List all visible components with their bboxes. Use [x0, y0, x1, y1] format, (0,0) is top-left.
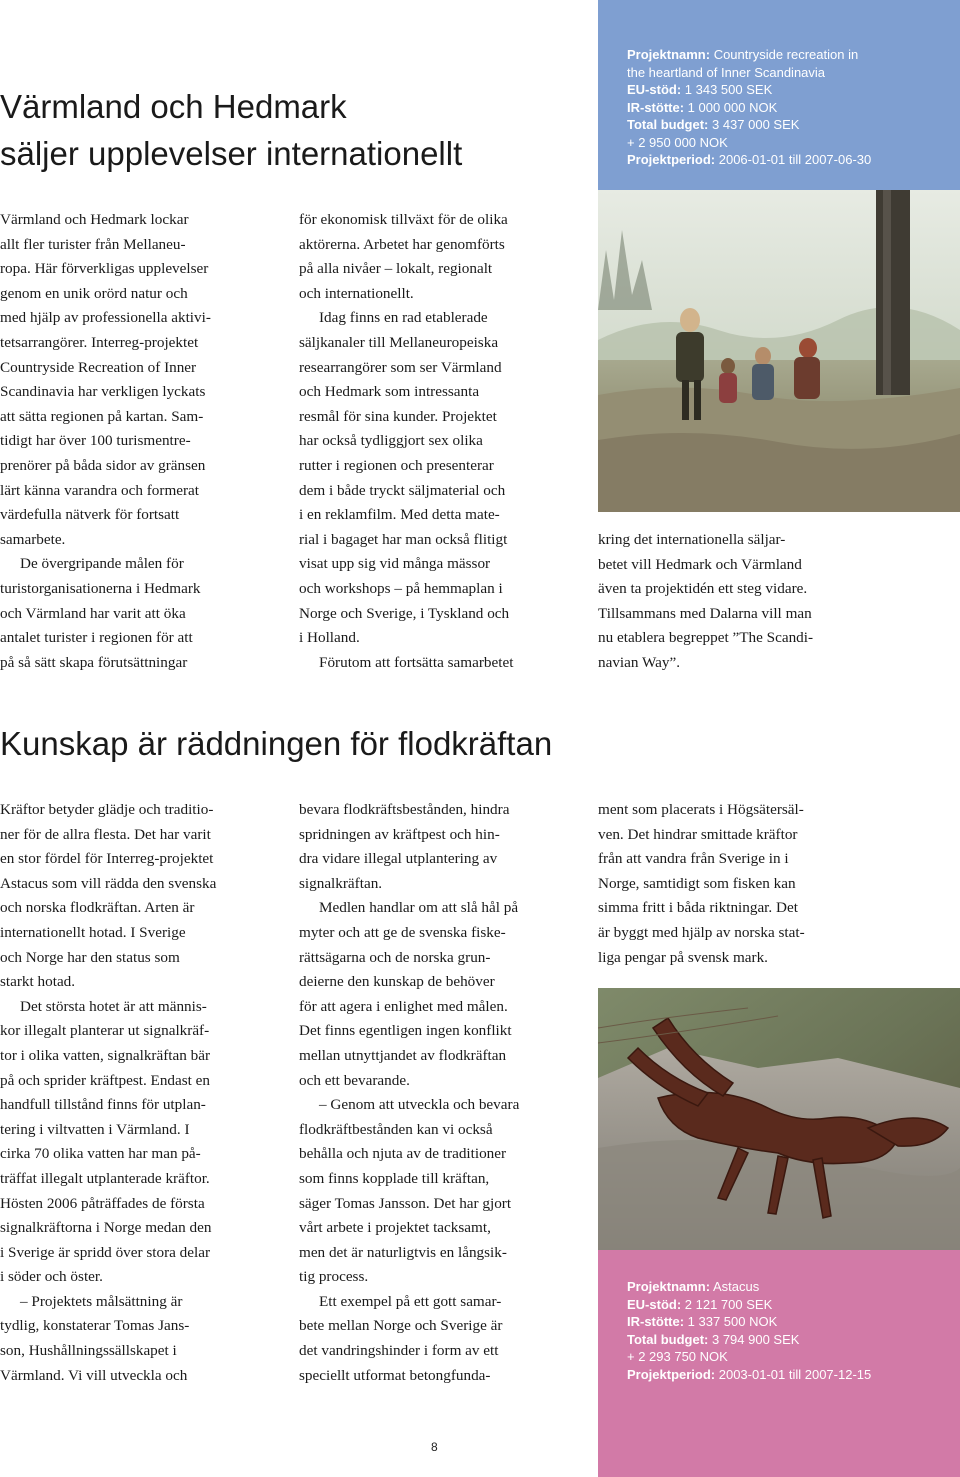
text-line: betet vill Hedmark och Värmland	[598, 555, 802, 573]
info-row	[627, 1331, 960, 1349]
text-line: rutter i regionen och presenterar	[299, 456, 494, 474]
text-line: tering i viltvatten i Värmland. I	[0, 1120, 190, 1138]
info-label: Total budget:	[627, 117, 709, 132]
text-line: för ekonomisk tillväxt för de olika	[299, 211, 508, 228]
text-line: Scandinavia har verkligen lyckats	[0, 383, 206, 401]
text-line: Medlen handlar om att slå hål på	[319, 899, 519, 917]
text-line: att sätta regionen på kartan. Sam-	[0, 407, 204, 425]
text-line: Ett exempel på ett gott samar-	[319, 1292, 502, 1310]
text-line: men det är naturligtvis en långsik-	[299, 1243, 507, 1261]
text-line: visat upp sig vid många mässor	[299, 555, 491, 573]
text-line: flodkräftbestånden kan vi också	[299, 1120, 493, 1138]
text-line: bete mellan Norge och Sverige är	[299, 1317, 503, 1335]
text-line: ner för de allra flesta. Det har varit	[0, 825, 211, 843]
text-line: myter och att ge de svenska fiske-	[299, 923, 506, 941]
info-label: Projektperiod:	[627, 152, 716, 167]
paragraph	[299, 798, 589, 896]
title-line: Värmland och Hedmark	[0, 88, 347, 125]
paragraph	[598, 528, 960, 676]
project-info-box-1	[598, 0, 960, 190]
text-line: ven. Det hindrar smittade kräftor	[598, 825, 798, 843]
text-line: Countryside Recreation of Inner	[0, 358, 197, 376]
paragraph	[299, 306, 589, 650]
text-line: behålla och njuta av de traditioner	[299, 1145, 507, 1163]
info-label: Projektnamn:	[627, 47, 711, 62]
info-value: Countryside recreation in	[710, 47, 859, 62]
text-line: tetsarrangörer. Interreg-projektet	[0, 333, 199, 351]
text-line: rättsägarna och de norska grun-	[299, 948, 491, 966]
article2-column-2	[299, 798, 589, 1388]
text-line: även ta projektidén ett steg vidare.	[598, 580, 808, 598]
info-value: 1 343 500 SEK	[681, 82, 773, 97]
paragraph	[299, 651, 589, 676]
hikers-photo-image	[598, 190, 960, 512]
paragraph	[0, 995, 285, 1290]
paragraph	[299, 1290, 589, 1388]
paragraph	[0, 1290, 285, 1388]
text-line: Hösten 2006 påträffades de första	[0, 1194, 205, 1212]
text-line: kor illegalt planterar ut signalkräf-	[0, 1022, 210, 1040]
text-line: deierne den kunskap de behöver	[299, 973, 495, 991]
text-line: resmål för sina kunder. Projektet	[299, 407, 497, 425]
info-label: EU-stöd:	[627, 82, 682, 97]
text-line: och ett bevarande.	[299, 1071, 410, 1089]
info-value: + 2 950 000 NOK	[627, 134, 728, 150]
info-label: IR-stötte:	[627, 99, 685, 115]
info-row	[627, 46, 960, 64]
paragraph	[0, 552, 285, 675]
project-info-rows	[627, 1278, 960, 1383]
info-value: 2 121 700 SEK	[681, 1296, 773, 1312]
text-line: Det största hotet är att männis-	[20, 997, 207, 1015]
text-line: värdefulla nätverk för fortsatt	[0, 506, 180, 524]
text-line: är byggt med hjälp av norska stat-	[598, 923, 805, 941]
text-line: De övergripande målen för	[20, 555, 184, 573]
info-value: + 2 293 750 NOK	[627, 1349, 728, 1364]
text-line: prenörer på båda sidor av gränsen	[0, 456, 206, 474]
info-row	[627, 99, 960, 117]
text-line: som finns kopplade till kräftan,	[299, 1169, 490, 1187]
text-line: antalet turister i regionen för att	[0, 629, 193, 647]
hikers-photo	[598, 190, 960, 512]
paragraph	[299, 1093, 589, 1290]
text-line: cirka 70 olika vatten har man på-	[0, 1145, 201, 1163]
text-line: Astacus som vill rädda den svenska	[0, 874, 217, 892]
text-line: från att vandra från Sverige in i	[598, 850, 789, 868]
info-row	[627, 1278, 960, 1296]
text-line: starkt hotad.	[0, 973, 76, 991]
paragraph	[598, 798, 960, 970]
text-line: tig process.	[299, 1268, 369, 1286]
text-line: med hjälp av professionella aktivi-	[0, 309, 211, 327]
info-row	[627, 1296, 960, 1314]
text-line: och internationellt.	[299, 284, 414, 302]
text-line: turistorganisationerna i Hedmark	[0, 579, 201, 597]
text-line: dra vidare illegal utplantering av	[299, 850, 498, 868]
text-line: lärt känna varandra och formerat	[0, 481, 200, 499]
text-line: och Värmland har varit att öka	[0, 604, 186, 622]
article2-column-3	[598, 798, 960, 970]
paragraph	[0, 208, 285, 552]
info-label: IR-stötte:	[627, 1314, 685, 1329]
info-value: 1 000 000 NOK	[684, 99, 778, 115]
text-line: aktörerna. Arbetet har genomförts	[299, 235, 505, 253]
text-line: allt fler turister från Mellaneu-	[0, 235, 186, 253]
text-line: mellan utnyttjandet av flodkräftan	[299, 1046, 507, 1064]
text-line: nu etablera begreppet ”The Scandi-	[598, 629, 814, 647]
text-line: Förutom att fortsätta samarbetet	[319, 653, 514, 671]
text-line: och Norge har den status som	[0, 948, 180, 966]
text-line: i Sverige är spridd över stora delar	[0, 1243, 211, 1261]
text-line: har också tydliggjort sex olika	[299, 432, 483, 450]
text-line: och norska flodkräftan. Arten är	[0, 899, 195, 917]
text-line: navian Way”.	[598, 653, 680, 671]
text-line: Kräftor betyder glädje och traditio-	[0, 801, 214, 818]
info-row	[627, 81, 960, 99]
text-line: signalkräftan.	[299, 874, 383, 892]
text-line: vårt arbete i projektet tacksamt,	[299, 1219, 491, 1237]
info-row	[627, 64, 960, 82]
text-line: – Genom att utveckla och bevara	[319, 1096, 520, 1114]
paragraph	[299, 896, 589, 1093]
info-value: the heartland of Inner Scandinavia	[627, 64, 826, 80]
article1-column-1	[0, 208, 285, 675]
text-line: Det finns egentligen ingen konflikt	[299, 1022, 512, 1040]
text-line: i en reklamfilm. Med detta mate-	[299, 506, 500, 524]
paragraph	[0, 798, 285, 995]
text-line: tydlig, konstaterar Tomas Jans-	[0, 1317, 190, 1335]
text-line: tor i olika vatten, signalkräftan bär	[0, 1046, 211, 1064]
text-line: Värmland. Vi vill utveckla och	[0, 1366, 188, 1384]
text-line: ment som placerats i Högsätersäl-	[598, 801, 804, 818]
text-line: på alla nivåer – lokalt, regionalt	[299, 260, 493, 278]
text-line: handfull tillstånd finns för utplan-	[0, 1096, 206, 1114]
text-line: det vandringshinder i form av ett	[299, 1342, 499, 1360]
project-info-box-2	[598, 1250, 960, 1477]
info-label: Total budget:	[627, 1331, 709, 1347]
info-value: 3 794 900 SEK	[708, 1331, 800, 1347]
info-value: Astacus	[710, 1279, 760, 1294]
info-value: 2006-01-01 till 2007-06-30	[715, 152, 872, 167]
info-row	[627, 151, 960, 169]
text-line: son, Hushållningssällskapet i	[0, 1342, 177, 1360]
page-number: 8	[431, 1440, 438, 1454]
text-line: för att agera i enlighet med målen.	[299, 997, 508, 1015]
project-info-rows	[627, 46, 960, 169]
info-value: 3 437 000 SEK	[708, 117, 800, 132]
text-line: på och sprider kräftpest. Endast en	[0, 1071, 211, 1089]
info-row	[627, 134, 960, 152]
info-row	[627, 116, 960, 134]
text-line: Tillsammans med Dalarna vill man	[598, 604, 812, 622]
text-line: – Projektets målsättning är	[20, 1292, 183, 1310]
text-line: dem i både tryckt säljmaterial och	[299, 481, 506, 499]
text-line: simma fritt i båda riktningar. Det	[598, 899, 798, 917]
info-row	[627, 1348, 960, 1366]
text-line: en stor fördel för Interreg-projektet	[0, 850, 214, 868]
crayfish-photo	[598, 988, 960, 1250]
text-line: i söder och öster.	[0, 1268, 103, 1286]
text-line: på så sätt skapa förutsättningar	[0, 653, 188, 671]
text-line: Norge och Sverige, i Tyskland och	[299, 604, 510, 622]
text-line: internationellt hotad. I Sverige	[0, 923, 186, 941]
article1-title	[0, 83, 462, 177]
article1-column-3	[598, 528, 960, 676]
text-line: Norge, samtidigt som fisken kan	[598, 874, 796, 892]
article2-column-1	[0, 798, 285, 1388]
article1-column-2	[299, 208, 589, 675]
crayfish-photo-image	[598, 988, 960, 1250]
article2-title: Kunskap är räddningen för flodkräftan	[0, 725, 553, 762]
text-line: rial i bagaget har man också flitigt	[299, 530, 508, 548]
text-line: tidigt har över 100 turismentre-	[0, 432, 191, 450]
text-line: Värmland och Hedmark lockar	[0, 211, 189, 228]
text-line: samarbete.	[0, 530, 66, 548]
text-line: ropa. Här förverkligas upplevelser	[0, 260, 209, 278]
text-line: i Holland.	[299, 629, 360, 647]
text-line: Idag finns en rad etablerade	[319, 309, 488, 327]
text-line: träffat illegalt utplanterade kräftor.	[0, 1169, 210, 1187]
info-row	[627, 1313, 960, 1331]
text-line: bevara flodkräftsbestånden, hindra	[299, 801, 510, 818]
info-label: Projektnamn:	[627, 1279, 711, 1294]
text-line: researrangörer som ser Värmland	[299, 358, 502, 376]
info-value: 1 337 500 NOK	[684, 1314, 778, 1329]
text-line: och workshops – på hemmaplan i	[299, 579, 503, 597]
text-line: kring det internationella säljar-	[598, 531, 786, 548]
paragraph	[299, 208, 589, 306]
text-line: signalkräftorna i Norge medan den	[0, 1219, 212, 1237]
info-value: 2003-01-01 till 2007-12-15	[715, 1366, 872, 1382]
text-line: speciellt utformat betongfunda-	[299, 1366, 491, 1384]
info-label: EU-stöd:	[627, 1296, 682, 1312]
title-line: säljer upplevelser internationellt	[0, 135, 463, 172]
text-line: säger Tomas Jansson. Det har gjort	[299, 1194, 512, 1212]
info-row	[627, 1366, 960, 1384]
text-line: säljkanaler till Mellaneuropeiska	[299, 333, 499, 351]
info-label: Projektperiod:	[627, 1366, 716, 1382]
text-line: och Hedmark som intressanta	[299, 383, 480, 401]
text-line: spridningen av kräftpest och hin-	[299, 825, 500, 843]
text-line: liga pengar på svensk mark.	[598, 948, 768, 966]
text-line: genom en unik orörd natur och	[0, 284, 188, 302]
